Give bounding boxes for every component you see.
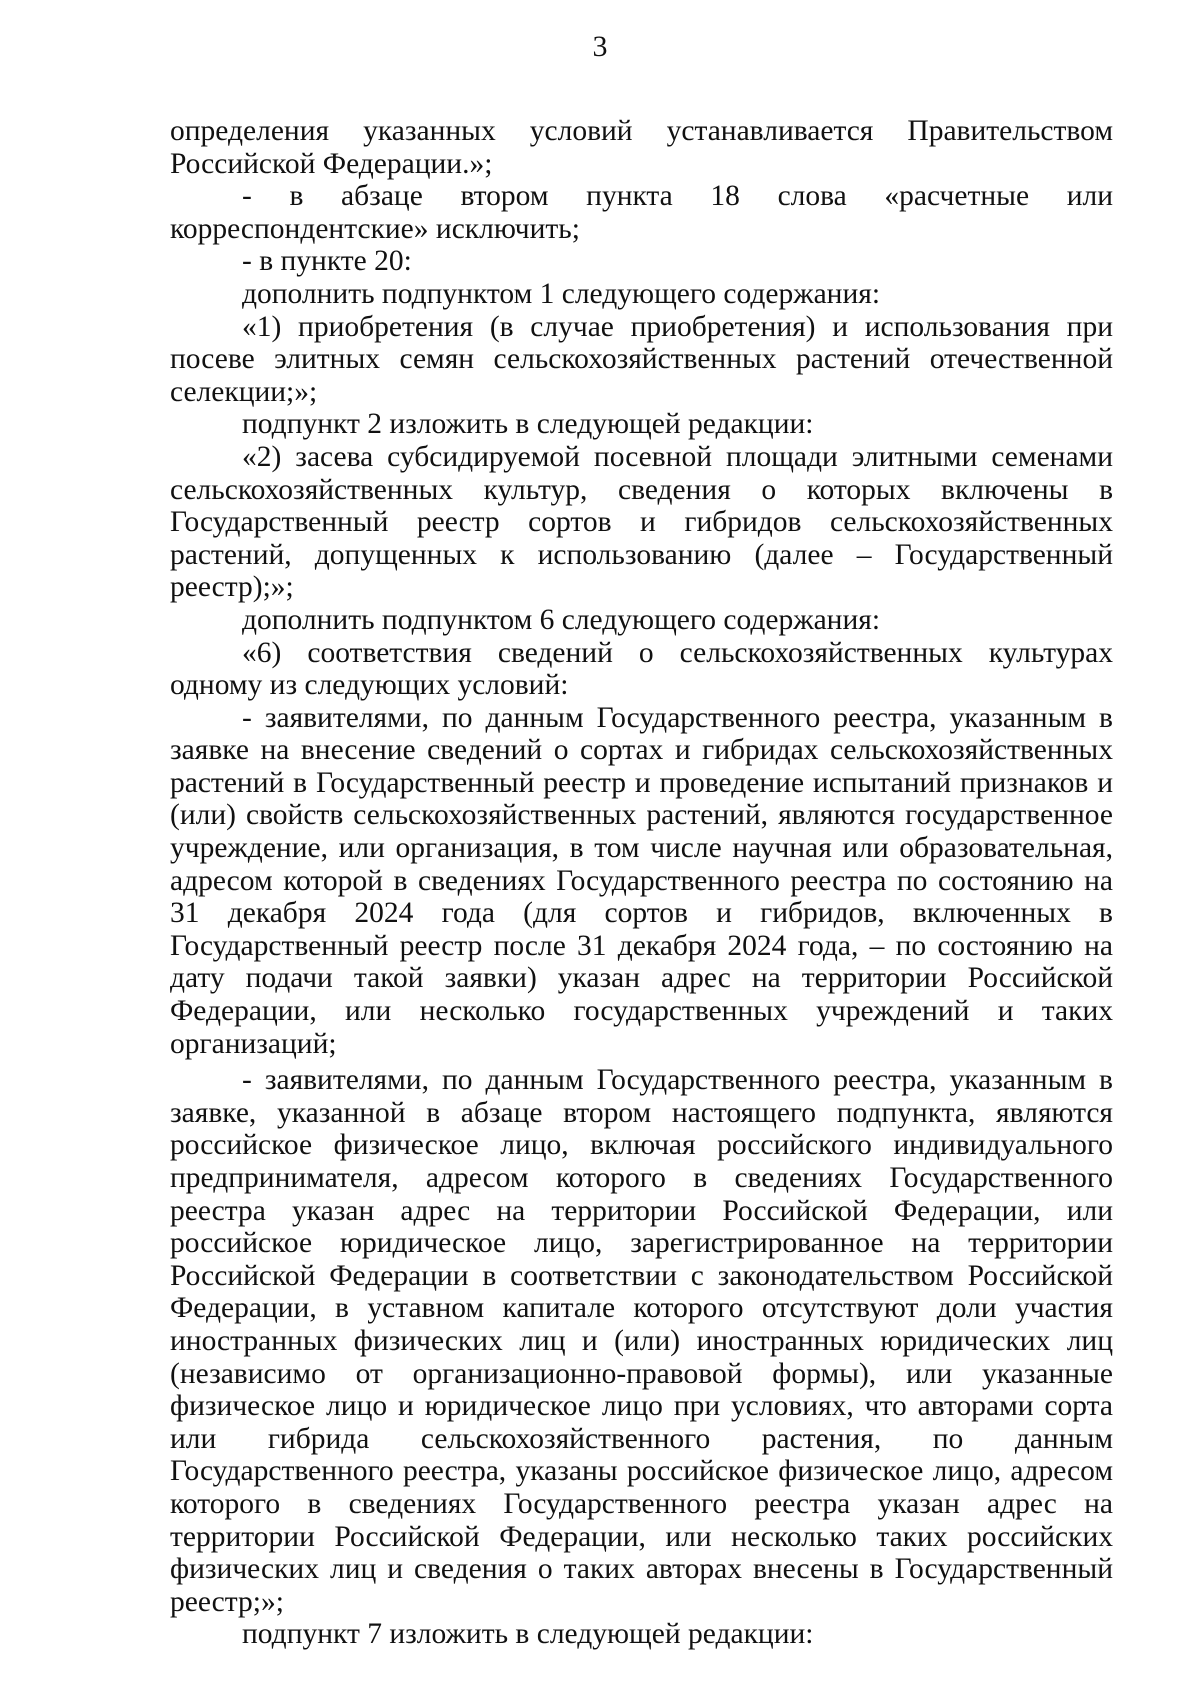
- paragraph: - заявителями, по данным Государственного реестра, указанным в заявке, указанной в абзаце втором настоящего подпункта, являются российское физическое лицо, включая российского индивидуального предпринимателя, адресом которого в сведениях Государственного реестра указан адрес на территории Российской Федерации, или российское юридическое лицо, зарегистрированное на территории Российской Федерации в соответствии с законодательством Российской Федерации, в уставном капитале которого отсутствуют доли участия иностранных физических лиц и (или) иностранных юридических лиц (независимо от организационно-правовой формы), или указанные физическое лицо и юридическое лицо при условиях, что авторами сорта или гибрида сельскохозяйственного растения, по данным Государственного реестра, указаны российское физическое лицо, адресом которого в сведениях Государственного реестра указан адрес на территории Российской Федерации, или несколько таких российских физических лиц и сведения о таких авторах внесены в Государственный реестр;»;: [170, 1064, 1113, 1618]
- paragraph: подпункт 2 изложить в следующей редакции:: [242, 408, 814, 441]
- paragraph: «1) приобретения (в случае приобретения) и использования при посеве элитных семян сельскохозяйственных растений отечественной селекции;»;: [170, 310, 1113, 408]
- paragraph: - в пункте 20:: [242, 245, 412, 278]
- page-number: 3: [592, 30, 608, 63]
- document-body: [170, 115, 1113, 1651]
- paragraph: дополнить подпунктом 6 следующего содержания:: [242, 603, 881, 636]
- paragraph: определения указанных условий устанавливается Правительством Российской Федерации.»;: [170, 115, 1113, 180]
- paragraph: - заявителями, по данным Государственного реестра, указанным в заявке на внесение сведений о сортах и гибридах сельскохозяйственных растений в Государственный реестр и проведение испытаний признаков и (или) свойств сельскохозяйственных растений, являются государственное учреждение, или организация, в том числе научная или образовательная, адресом которой в сведениях Государственного реестра по состоянию на 31 декабря 2024 года (для сортов и гибридов, включенных в Государственный реестр после 31 декабря 2024 года, – по состоянию на дату подачи такой заявки) указан адрес на территории Российской Федерации, или несколько государственных учреждений и таких организаций;: [170, 701, 1113, 1060]
- paragraph: «2) засева субсидируемой посевной площади элитными семенами сельскохозяйственных культур, сведения о которых включены в Государственный реестр сортов и гибридов сельскохозяйственных растений, допущенных к использованию (далее – Государственный реестр);»;: [170, 440, 1113, 604]
- paragraph: подпункт 7 изложить в следующей редакции:: [242, 1618, 814, 1651]
- paragraph: «6) соответствия сведений о сельскохозяйственных культурах одному из следующих условий:: [170, 636, 1113, 702]
- paragraph: - в абзаце втором пункта 18 слова «расчетные или корреспондентские» исключить;: [170, 180, 1113, 245]
- paragraph: дополнить подпунктом 1 следующего содержания:: [242, 277, 881, 310]
